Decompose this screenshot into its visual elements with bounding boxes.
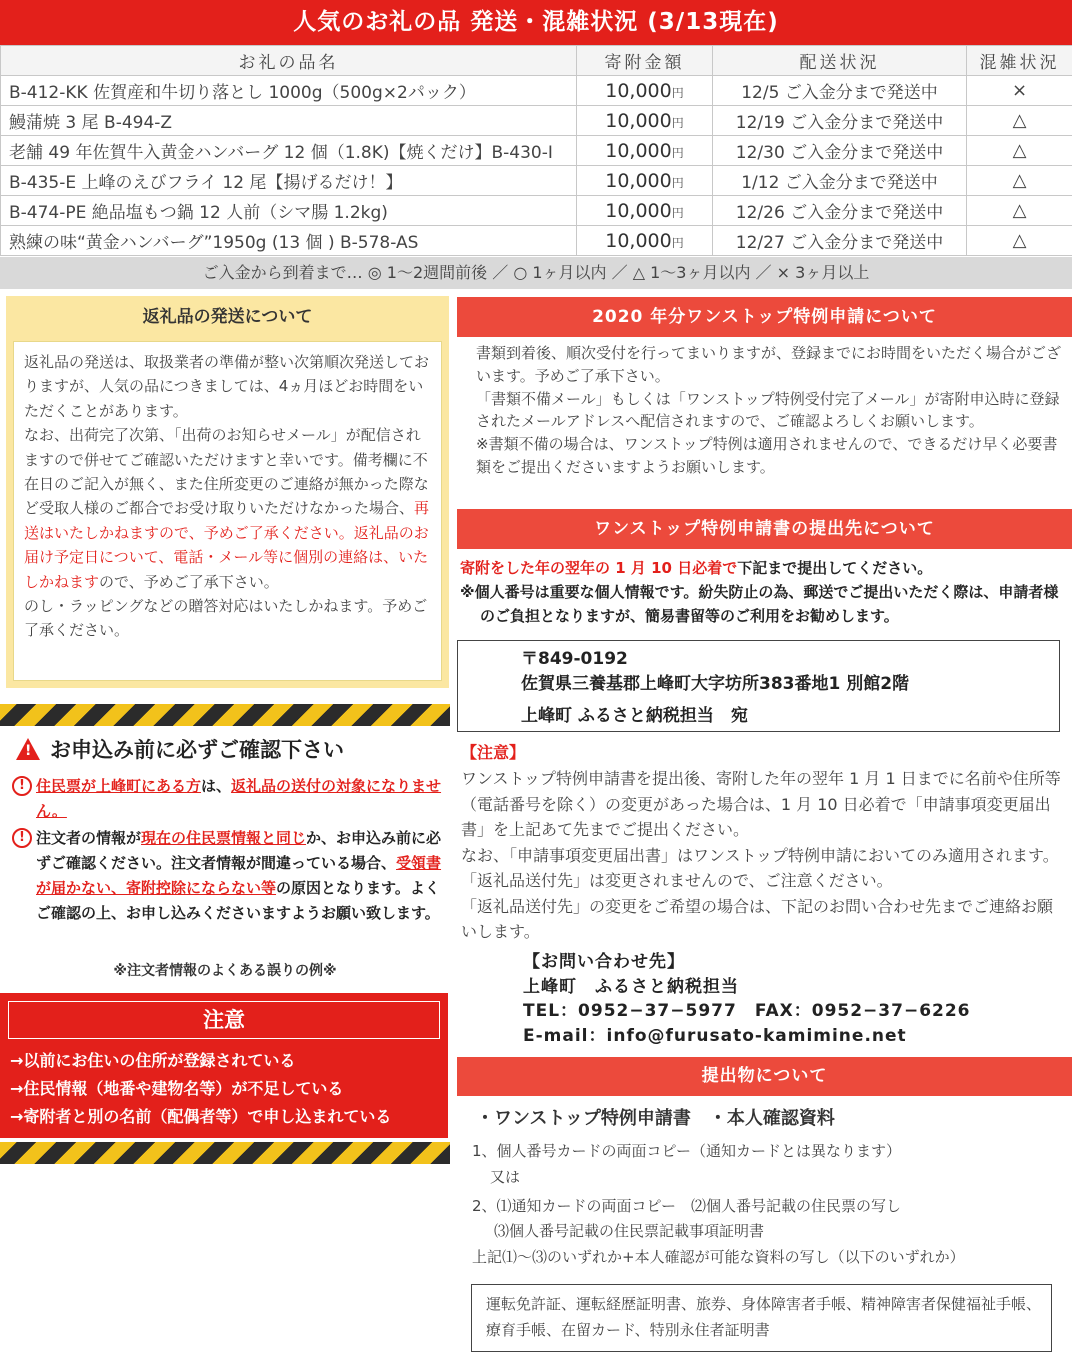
recipient: 上峰町 ふるさと納税担当 宛 xyxy=(521,706,748,726)
id-documents-box: 運転免許証、運転経歴証明書、旅券、身体障害者手帳、精神障害者保健福祉手帳、療育手帳、在留カード、特別永住者証明書 xyxy=(471,1284,1052,1352)
donation-amount: 10,000円 xyxy=(577,76,713,106)
contact-email: E-mail：info@furusato-kamimine.net xyxy=(523,1025,907,1046)
shipping-status: 12/19 ご入金分まで発送中 xyxy=(713,106,967,136)
warning-item: ! 注文者の情報が現在の住民票情報と同じか、お申込み前に必ずご確認ください。注文者情報が間違っている場合、受領書が届かない、寄附控除にならない等の原因となります。よくご確認の上、お申し込みくださいますようお願い致します。 xyxy=(12,826,448,926)
delivery-time-legend: ご入金から到着まで… ◎ 1〜2週間前後 ／ ○ 1ヶ月以内 ／ △ 1〜3ヶ月以内 ／ × 3ヶ月以上 xyxy=(0,257,1072,289)
table-row xyxy=(1,76,1072,106)
shipping-notice-box xyxy=(6,296,449,688)
shipping-notice-body xyxy=(13,341,442,681)
page-title: 人気のお礼の品 発送・混雑状況 (3/13現在) xyxy=(0,0,1072,45)
mailing-address: 佐賀県三養基郡上峰町大字坊所383番地1 別館2階 xyxy=(521,674,910,694)
table-row xyxy=(1,136,1072,166)
contact-info xyxy=(523,950,971,1048)
donation-amount: 10,000円 xyxy=(577,106,713,136)
congestion-status: △ xyxy=(967,166,1072,196)
onestop-body: 書類到着後、順次受付を行ってまいりますが、登録までにお時間をいただく場合がございます。予めご了承下さい。 「書類不備メール」もしくは「ワンストップ特例受付完了メール」が寄附申込時に登録されたメールアドレスへ配信されますので、ご確認よろしくお願いします。 ※書類不備の場合は、ワンストップ特例は適用されませんので、できるだけ早く必要書類をご提出くださいますようお願いします。 xyxy=(476,344,1062,476)
caution-title: 注意 xyxy=(8,1001,440,1039)
onestop-heading: 2020 年分ワンストップ特例申請について xyxy=(457,297,1072,337)
table-row xyxy=(1,196,1072,226)
column-header-amount: 寄附金額 xyxy=(577,46,713,76)
item-name: B-474-PE 絶品塩もつ鍋 12 人前（シマ腸 1.2kg) xyxy=(1,196,577,226)
congestion-status: △ xyxy=(967,196,1072,226)
column-header-item-name: お礼の品名 xyxy=(1,46,577,76)
document-option-or: 又は xyxy=(490,1167,521,1186)
donation-amount: 10,000円 xyxy=(577,136,713,166)
shipping-status: 1/12 ご入金分まで発送中 xyxy=(713,166,967,196)
shipping-status: 12/5 ご入金分まで発送中 xyxy=(713,76,967,106)
contact-dept: 上峰町 ふるさと納税担当 xyxy=(523,976,739,997)
submission-deadline: 寄附をした年の翌年の 1 月 10 日必着で下記まで提出してください。 xyxy=(460,559,933,577)
caution-item: →寄附者と別の名前（配偶者等）で申し込まれている xyxy=(10,1107,392,1126)
documents-subheading: ・ワンストップ特例申請書 ・本人確認資料 xyxy=(476,1108,835,1129)
caution-item: →以前にお住いの住所が登録されている xyxy=(10,1051,296,1070)
column-header-congestion: 混雑状況 xyxy=(967,46,1072,76)
table-header-row xyxy=(1,46,1072,76)
hazard-stripe-top xyxy=(0,704,450,726)
contact-phone-fax: TEL：0952−37−5977 FAX：0952−37−6226 xyxy=(523,1001,971,1021)
common-errors-label: ※注文者情報のよくある誤りの例※ xyxy=(113,963,337,979)
warning-heading xyxy=(16,734,344,764)
item-name: 老舗 49 年佐賀牛入黄金ハンバーグ 12 個（1.8K)【焼くだけ】B-430-I xyxy=(1,136,577,166)
congestion-status: △ xyxy=(967,106,1072,136)
warning-icon: ! xyxy=(16,738,40,760)
document-option: 2、⑴通知カードの両面コピー ⑵個人番号記載の住民票の写し xyxy=(472,1196,901,1215)
submission-heading: ワンストップ特例申請書の提出先について xyxy=(457,509,1072,549)
exclamation-icon: ! xyxy=(12,776,32,796)
redelivery-warning: 再送はいたしかねますので、予めご了承ください。返礼品のお届け予定日について、電話・メール等に個別の連絡は、いたしかねます xyxy=(24,499,430,591)
warning-item: ! 住民票が上峰町にある方は、返礼品の送付の対象になりません。 xyxy=(12,774,448,824)
shipping-status: 12/27 ご入金分まで発送中 xyxy=(713,226,967,256)
shipping-notice-paragraph: のし・ラッピングなどの贈答対応はいたしかねます。予めご了承ください。 xyxy=(24,597,428,640)
table-row xyxy=(1,106,1072,136)
attention-body: ワンストップ特例申請書を提出後、寄附した年の翌年 1 月 1 日までに名前や住所等（電話番号を除く）の変更があった場合は、1 月 10 日必着で「申請事項変更届出書」を上記あて先までご提出ください。 なお、「申請事項変更届出書」はワンストップ特例申請においてのみ適用されます。「返礼品送付先」は変更されませんので、ご注意ください。 「返礼品送付先」の変更をご希望の場合は、下記のお問い合わせ先までご連絡お願いします。 xyxy=(461,769,1061,941)
documents-list xyxy=(472,1139,1067,1271)
congestion-status: △ xyxy=(967,136,1072,166)
table-row xyxy=(1,166,1072,196)
donation-amount: 10,000円 xyxy=(577,226,713,256)
shipping-status: 12/30 ご入金分まで発送中 xyxy=(713,136,967,166)
shipping-notice-paragraph: 返礼品の発送は、取扱業者の準備が整い次第順次発送しておりますが、人気の品につきましては、4ヵ月ほどお時間をいただくことがあります。 xyxy=(24,353,430,420)
documents-heading: 提出物について xyxy=(457,1057,1072,1096)
congestion-status: × xyxy=(967,76,1072,106)
caution-box xyxy=(0,993,448,1138)
item-name: B-412-KK 佐賀産和牛切り落とし 1000g（500g×2パック） xyxy=(1,76,577,106)
contact-label: 【お問い合わせ先】 xyxy=(523,952,685,972)
table-row xyxy=(1,226,1072,256)
exclamation-icon: ! xyxy=(12,828,32,848)
donation-amount: 10,000円 xyxy=(577,196,713,226)
attention-label: 【注意】 xyxy=(461,743,526,762)
warning-list xyxy=(12,774,448,926)
item-name: B-435-E 上峰のえびフライ 12 尾【揚げるだけ！】 xyxy=(1,166,577,196)
shipping-notice-title: 返礼品の発送について xyxy=(142,307,313,327)
postal-code: 〒849-0192 xyxy=(521,649,628,669)
shipping-notice-paragraph: なお、出荷完了次第、「出荷のお知らせメール」が配信されますので併せてご確認いただけますと幸いです。備考欄に不在日のご記入が無く、また住所変更のご連絡が無かった際など受取人様のご都合でお受け取りいただけなかった場合、再送はいたしかねますので、予めご了承ください。返礼品のお届け予定日について、電話・メール等に個別の連絡は、いたしかねますので、予めご了承下さい。 xyxy=(24,426,430,591)
item-name: 熟練の味“黄金ハンバーグ”1950g (13 個 ) B-578-AS xyxy=(1,226,577,256)
donation-amount: 10,000円 xyxy=(577,166,713,196)
hazard-stripe-bottom xyxy=(0,1142,450,1164)
shipping-status: 12/26 ご入金分まで発送中 xyxy=(713,196,967,226)
document-option: 1、個人番号カードの両面コピー（通知カードとは異なります） xyxy=(472,1142,901,1160)
personal-number-note: ※個人番号は重要な個人情報です。紛失防止の為、郵送でご提出いただく際は、申請者様のご負担となりますが、簡易書留等のご利用をお勧めします。 xyxy=(460,583,1059,625)
document-option: ⑶個人番号記載の住民票記載事項証明書 xyxy=(494,1222,765,1241)
column-header-shipping: 配送状況 xyxy=(713,46,967,76)
congestion-status: △ xyxy=(967,226,1072,256)
document-requirement: 上記⑴〜⑶のいずれか+本人確認が可能な資料の写し（以下のいずれか） xyxy=(472,1248,965,1267)
caution-item: →住民情報（地番や建物名等）が不足している xyxy=(10,1079,344,1098)
item-name: 鰻蒲焼 3 尾 B-494-Z xyxy=(1,106,577,136)
shipping-status-table xyxy=(0,45,1072,256)
warning-title: お申込み前に必ずご確認下さい xyxy=(50,738,344,762)
mailing-address-box xyxy=(457,640,1060,732)
